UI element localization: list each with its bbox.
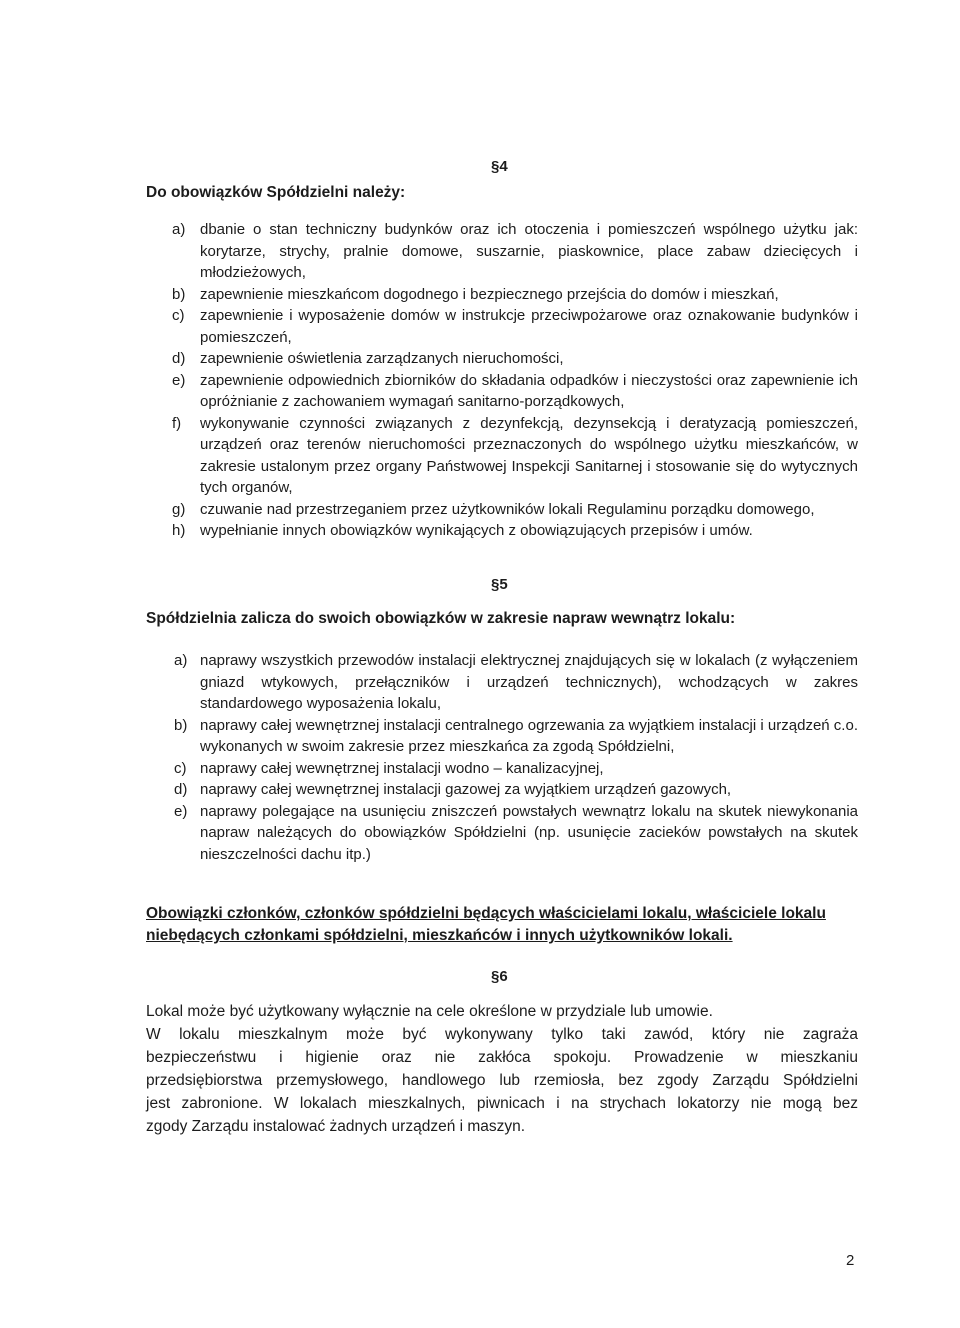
list-marker: f) — [172, 414, 182, 432]
list-item — [146, 219, 858, 284]
list-marker: a) — [172, 221, 186, 238]
list-marker: c) — [174, 759, 187, 777]
list-text: zapewnienie mieszkańcom dogodnego i bezpiecznego przejścia do domów i mieszkań, — [200, 285, 779, 303]
list-marker: h) — [172, 522, 186, 539]
obligations-heading: Obowiązki członków, członków spółdzielni będących właścicielami lokalu, właściciele lokalu niebędących członkami spółdzielni, mieszkańców i innych użytkowników lokali. — [146, 905, 826, 944]
list-marker: e) — [172, 371, 186, 389]
list-marker: d) — [174, 781, 188, 798]
list-item — [146, 801, 858, 866]
section-4-list — [146, 219, 858, 542]
section-5-number: §5 — [491, 576, 508, 593]
list-item — [146, 499, 858, 521]
list-text: naprawy polegające na usunięciu zniszczeń powstałych wewnątrz lokalu na skutek niewykonania napraw należących do obowiązków Spółdzielni (np. usunięcie zacieków powstałych na skutek nieszczelności dachu itp.) — [200, 802, 858, 863]
paragraph-line: jest zabronione. W lokalach mieszkalnych, piwnicach i na strychach lokatorzy nie mogą bez — [146, 1095, 858, 1112]
list-text: zapewnienie oświetlenia zarządzanych nieruchomości, — [200, 350, 564, 367]
list-marker: c) — [172, 307, 185, 324]
section-4-number: §4 — [491, 158, 508, 175]
list-text: naprawy całej wewnętrznej instalacji centralnego ogrzewania za wyjątkiem instalacji i urządzeń c.o. wykonanych w swoim zakresie przez mieszkańca za zgodą Spółdzielni, — [200, 716, 858, 755]
list-text: naprawy całej wewnętrznej instalacji gazowej za wyjątkiem urządzeń gazowych, — [200, 781, 732, 798]
list-item — [146, 284, 858, 306]
list-text: czuwanie nad przestrzeganiem przez użytkowników lokali Regulaminu porządku domowego, — [200, 500, 815, 518]
paragraph-line: zgody Zarządu instalować żadnych urządzeń i maszyn. — [146, 1118, 526, 1135]
section-4-heading: Do obowiązków Spółdzielni należy: — [146, 184, 406, 201]
list-item — [146, 348, 858, 370]
list-marker: g) — [172, 500, 186, 518]
list-item — [146, 413, 858, 499]
list-marker: b) — [172, 285, 186, 303]
list-item — [146, 370, 858, 413]
list-item — [146, 650, 858, 715]
list-text: zapewnienie odpowiednich zbiorników do składania odpadków i nieczystości oraz zapewnienie ich opróżnianie z zachowaniem wymagań sanitarno-porządkowych, — [200, 371, 858, 410]
section-6-paragraph-2 — [146, 1023, 858, 1138]
section-6-number: §6 — [491, 968, 508, 985]
paragraph-line: W lokalu mieszkalnym może być wykonywany tylko taki zawód, który nie zagraża — [146, 1026, 858, 1043]
paragraph-line: bezpieczeństwu i higienie oraz nie zakłóca spokoju. Prowadzenie w mieszkaniu — [146, 1049, 858, 1066]
list-text: naprawy całej wewnętrznej instalacji wodno – kanalizacyjnej, — [200, 759, 604, 777]
list-item — [146, 520, 858, 542]
list-marker: d) — [172, 350, 186, 367]
list-text: wykonywanie czynności związanych z dezynfekcją, dezynsekcją i deratyzacją pomieszczeń, urządzeń oraz terenów nieruchomości przeznaczonych do wspólnego użytku mieszkańców, w zakresie ustalonym przez organy Państwowej Inspekcji Sanitarnej i stosowanie się do wytycznych tych organów, — [200, 414, 858, 496]
list-text: naprawy wszystkich przewodów instalacji elektrycznej znajdujących się w lokalach (z wyłączeniem gniazd wtykowych, przełączników i urządzeń technicznych), wchodzących w zakres standardowego wyposażenia lokalu, — [200, 652, 858, 712]
paragraph-line: przedsiębiorstwa przemysłowego, handlowego lub rzemiosła, bez zgody Zarządu Spółdzielni — [146, 1072, 858, 1089]
list-text: zapewnienie i wyposażenie domów w instrukcje przeciwpożarowe oraz oznakowanie budynków i pomieszczeń, — [200, 307, 858, 346]
page-number: 2 — [846, 1252, 855, 1269]
list-item — [146, 305, 858, 348]
section-6-paragraph-1: Lokal może być użytkowany wyłącznie na cele określone w przydziale lub umowie. — [146, 1003, 713, 1020]
list-item — [146, 758, 858, 780]
list-item — [146, 779, 858, 801]
section-5-list — [146, 650, 858, 865]
list-text: dbanie o stan techniczny budynków oraz ich otoczenia i pomieszczeń wspólnego użytku jak: korytarze, strychy, pralnie domowe, suszarnie, piaskownice, place zabaw dziecięcych i młodzieżowych, — [200, 221, 858, 281]
list-marker: e) — [174, 802, 188, 820]
section-5-heading: Spółdzielnia zalicza do swoich obowiązków w zakresie napraw wewnątrz lokalu: — [146, 610, 736, 627]
list-marker: a) — [174, 652, 188, 669]
list-marker: b) — [174, 716, 188, 734]
list-text: wypełnianie innych obowiązków wynikających z obowiązujących przepisów i umów. — [200, 522, 753, 539]
list-item — [146, 715, 858, 758]
